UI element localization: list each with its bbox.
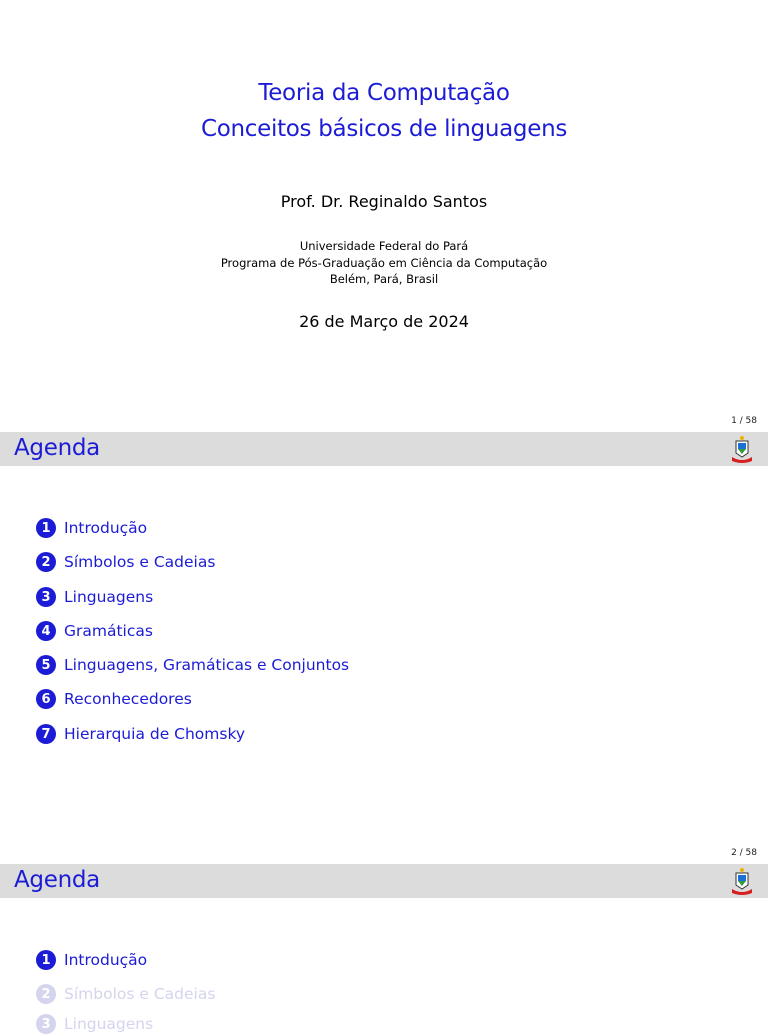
agenda-item-introducao[interactable]: [36, 949, 147, 971]
agenda-item-label: Introdução: [64, 951, 148, 969]
title-slide: [0, 0, 768, 432]
bullet-number: 3: [36, 1014, 56, 1034]
university-crest-icon: [730, 435, 754, 463]
agenda-item-introducao[interactable]: [36, 517, 147, 539]
university-crest-icon: [730, 867, 754, 895]
slide-title: Agenda: [14, 435, 100, 461]
bullet-number: 2: [36, 552, 56, 572]
agenda-item-label: Linguagens, Gramáticas e Conjuntos: [64, 656, 350, 674]
agenda-item-label: Introdução: [64, 519, 148, 537]
agenda-item-label: Gramáticas: [64, 622, 153, 640]
author: Prof. Dr. Reginaldo Santos: [280, 192, 488, 211]
agenda-item-label: Linguagens: [64, 588, 154, 606]
presentation-subtitle: Conceitos básicos de linguagens: [200, 116, 568, 142]
agenda-item-label: Reconhecedores: [64, 690, 192, 708]
agenda-item-label: Linguagens: [64, 1015, 154, 1033]
presentation-title: Teoria da Computação: [258, 80, 510, 106]
presentation-date: 26 de Março de 2024: [299, 312, 469, 331]
agenda-item-conjuntos[interactable]: [36, 654, 349, 676]
agenda-item-linguagens[interactable]: [36, 586, 153, 608]
agenda-item-chomsky[interactable]: [36, 723, 245, 745]
bullet-number: 7: [36, 724, 56, 744]
bullet-number: 4: [36, 621, 56, 641]
institution-name: Universidade Federal do Pará: [299, 239, 469, 253]
slide-header: [0, 864, 768, 898]
bullet-number: 3: [36, 587, 56, 607]
bullet-number: 1: [36, 518, 56, 538]
agenda-item-simbolos[interactable]: [36, 983, 215, 1005]
bullet-number: 5: [36, 655, 56, 675]
institution-location: Belém, Pará, Brasil: [329, 272, 439, 286]
agenda-item-label: Símbolos e Cadeias: [64, 553, 216, 571]
slide-title: Agenda: [14, 867, 100, 893]
agenda-item-linguagens[interactable]: [36, 1013, 153, 1035]
institution-program: Programa de Pós-Graduação em Ciência da Computação: [220, 256, 548, 270]
slide-header: [0, 432, 768, 466]
agenda-item-simbolos[interactable]: [36, 551, 215, 573]
page-number: 2 / 58: [731, 848, 757, 858]
agenda-item-label: Hierarquia de Chomsky: [64, 725, 246, 743]
bullet-number: 1: [36, 950, 56, 970]
agenda-item-reconhecedores[interactable]: [36, 688, 192, 710]
agenda-item-label: Símbolos e Cadeias: [64, 985, 216, 1003]
agenda-item-gramaticas[interactable]: [36, 620, 153, 642]
bullet-number: 2: [36, 984, 56, 1004]
bullet-number: 6: [36, 689, 56, 709]
page-number: 1 / 58: [731, 416, 757, 426]
